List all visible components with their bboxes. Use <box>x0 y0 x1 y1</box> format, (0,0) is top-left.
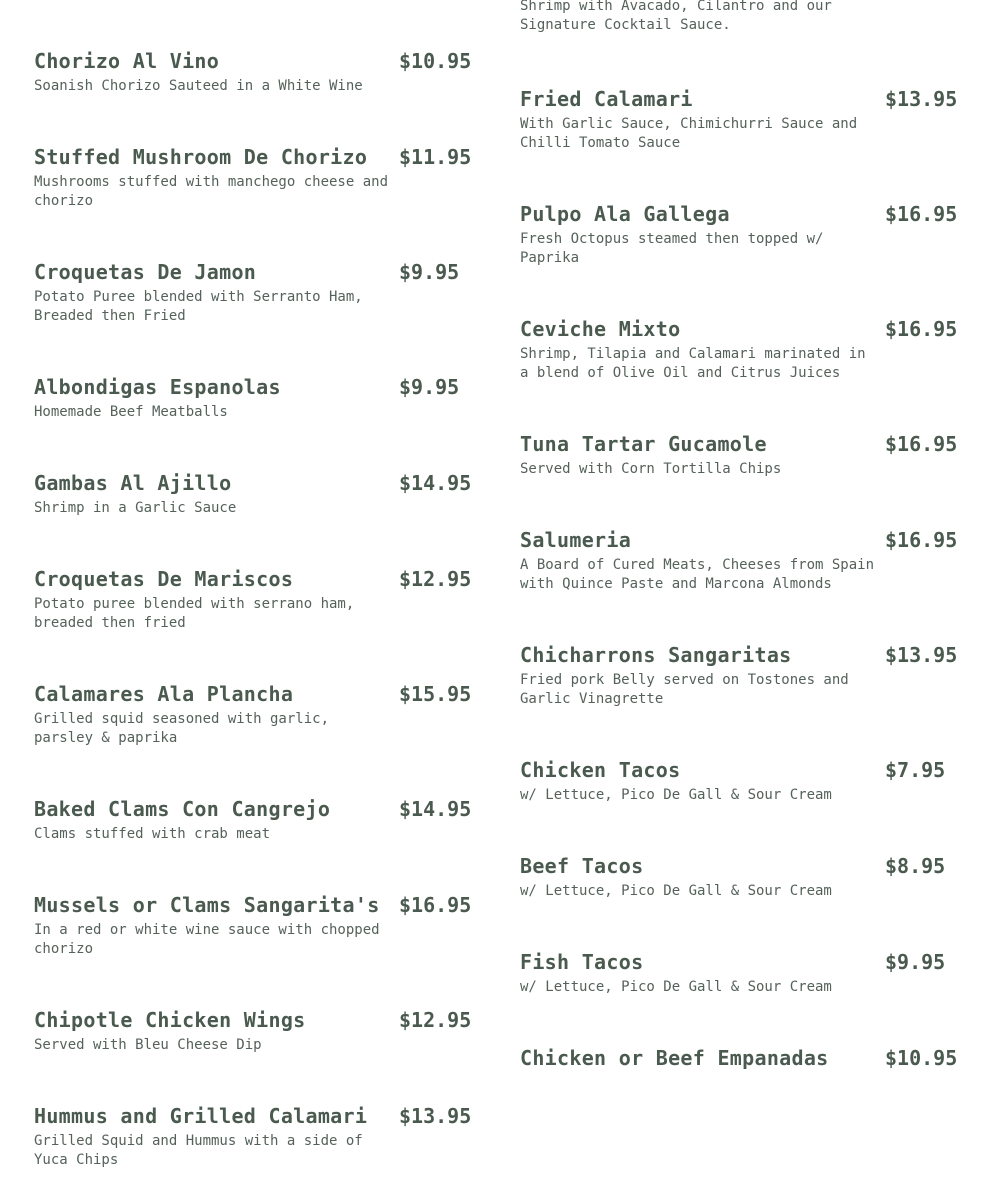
menu-item-header <box>520 528 960 554</box>
menu-item-header <box>520 1046 960 1072</box>
menu-item-price: $10.95 <box>399 49 472 73</box>
menu-item-price: $15.95 <box>399 682 472 706</box>
menu-item <box>34 260 474 326</box>
menu-item-price: $9.95 <box>885 950 946 974</box>
menu-item-description: Fried pork Belly served on Tostones and Garlic Vinagrette <box>520 672 849 707</box>
menu-item-price: $10.95 <box>885 1046 958 1070</box>
menu-item-header <box>520 758 960 784</box>
menu-item <box>520 950 960 997</box>
menu-item-price: $16.95 <box>885 317 958 341</box>
menu-item <box>520 317 960 383</box>
menu-item-description: Fresh Octopus steamed then topped w/ Paprika <box>520 231 824 266</box>
menu-item-header <box>34 471 474 497</box>
menu-item-header <box>520 87 960 113</box>
menu-item-description: Mushrooms stuffed with manchego cheese and chorizo <box>34 174 389 209</box>
menu-item-description: In a red or white wine sauce with chopped chorizo <box>34 922 380 957</box>
menu-item-price: $11.95 <box>399 145 472 169</box>
menu-item-price: $14.95 <box>399 797 472 821</box>
menu-item-header <box>520 950 960 976</box>
menu-item-description: Grilled squid seasoned with garlic, parsley & paprika <box>34 711 330 746</box>
menu-item-name: Chorizo Al Vino <box>34 49 220 73</box>
menu-item-description: w/ Lettuce, Pico De Gall & Sour Cream <box>520 787 832 803</box>
menu-item-header <box>520 854 960 880</box>
menu-item <box>520 643 960 709</box>
menu-item-header <box>520 643 960 669</box>
menu-item-description: With Garlic Sauce, Chimichurri Sauce and Chilli Tomato Sauce <box>520 116 858 151</box>
menu-item-price: $16.95 <box>885 528 958 552</box>
menu-item-name: Tuna Tartar Gucamole <box>520 432 767 456</box>
menu-item-price: $13.95 <box>885 87 958 111</box>
menu-item-header <box>34 893 474 919</box>
menu-item-description: Shrimp, Tilapia and Calamari marinated in a blend of Olive Oil and Citrus Juices <box>520 346 866 381</box>
menu-item <box>520 1046 960 1072</box>
menu-item <box>34 797 474 844</box>
menu-item <box>520 528 960 594</box>
menu-item-name: Albondigas Espanolas <box>34 375 281 399</box>
menu-item <box>34 682 474 748</box>
menu-item-description: Soanish Chorizo Sauteed in a White Wine <box>34 78 363 94</box>
menu-item <box>34 567 474 633</box>
menu-item <box>520 202 960 268</box>
menu-item-name: Mussels or Clams Sangarita's <box>34 893 380 917</box>
menu-item-header <box>34 49 474 75</box>
menu-item <box>34 1104 474 1170</box>
menu-item-name: Ceviche Mixto <box>520 317 681 341</box>
menu-item-price: $16.95 <box>885 432 958 456</box>
menu-item <box>34 1008 474 1055</box>
menu-item <box>34 893 474 959</box>
menu-item <box>34 471 474 518</box>
menu-item-name: Fish Tacos <box>520 950 644 974</box>
menu-item-header <box>34 797 474 823</box>
menu-item-name: Fried Calamari <box>520 87 693 111</box>
menu-item-description: Served with Corn Tortilla Chips <box>520 461 782 477</box>
menu-item <box>520 758 960 805</box>
menu-item-description: w/ Lettuce, Pico De Gall & Sour Cream <box>520 979 832 995</box>
menu-item-name: Croquetas De Mariscos <box>34 567 294 591</box>
menu-item-name: Pulpo Ala Gallega <box>520 202 730 226</box>
menu-item-description: Served with Bleu Cheese Dip <box>34 1037 262 1053</box>
menu-item-header <box>520 317 960 343</box>
menu-item-description: Shrimp in a Garlic Sauce <box>34 500 237 516</box>
menu-item-description: A Board of Cured Meats, Cheeses from Spain with Quince Paste and Marcona Almonds <box>520 557 875 592</box>
menu-item-description: Clams stuffed with crab meat <box>34 826 271 842</box>
menu-item-price: $12.95 <box>399 1008 472 1032</box>
menu-item <box>520 432 960 479</box>
menu-item-name: Croquetas De Jamon <box>34 260 257 284</box>
menu-item-header <box>520 202 960 228</box>
menu-item-description: Homemade Beef Meatballs <box>34 404 228 420</box>
menu-item <box>34 145 474 211</box>
menu-item <box>34 375 474 422</box>
menu-item-name: Hummus and Grilled Calamari <box>34 1104 368 1128</box>
menu-item <box>520 854 960 901</box>
menu-item-description-continued: Shrimp with Avacado, Cilantro and our Signature Cocktail Sauce. <box>520 0 832 33</box>
menu-item-name: Salumeria <box>520 528 632 552</box>
menu-item-description: Potato puree blended with serrano ham, breaded then fried <box>34 596 355 631</box>
menu-item-price: $13.95 <box>399 1104 472 1128</box>
menu-item-header <box>34 567 474 593</box>
menu-item-price: $9.95 <box>399 375 460 399</box>
menu-item-header <box>34 145 474 171</box>
menu-item-header <box>520 432 960 458</box>
menu-item-name: Stuffed Mushroom De Chorizo <box>34 145 368 169</box>
menu-item-header <box>34 682 474 708</box>
menu-item-name: Calamares Ala Plancha <box>34 682 294 706</box>
menu-item-name: Chicken or Beef Empanadas <box>520 1046 829 1070</box>
menu-item-header <box>34 1104 474 1130</box>
menu-item-header <box>34 1008 474 1034</box>
menu-item-price: $16.95 <box>885 202 958 226</box>
menu-item-name: Baked Clams Con Cangrejo <box>34 797 331 821</box>
menu-item <box>34 49 474 96</box>
menu-item-name: Chipotle Chicken Wings <box>34 1008 306 1032</box>
menu-item-header <box>34 260 474 286</box>
menu-item-name: Chicken Tacos <box>520 758 681 782</box>
menu-item-price: $13.95 <box>885 643 958 667</box>
menu-item-description: Grilled Squid and Hummus with a side of Yuca Chips <box>34 1133 363 1168</box>
menu-item-price: $8.95 <box>885 854 946 878</box>
menu-item-name: Chicharrons Sangaritas <box>520 643 792 667</box>
menu-item-description: Potato Puree blended with Serranto Ham, Breaded then Fried <box>34 289 363 324</box>
menu-item-name: Gambas Al Ajillo <box>34 471 232 495</box>
menu-item-price: $12.95 <box>399 567 472 591</box>
menu-item-name: Beef Tacos <box>520 854 644 878</box>
menu-item <box>520 87 960 153</box>
menu-item-price: $7.95 <box>885 758 946 782</box>
menu-item-price: $9.95 <box>399 260 460 284</box>
menu-item-price: $14.95 <box>399 471 472 495</box>
menu-item-price: $16.95 <box>399 893 472 917</box>
menu-item-header <box>34 375 474 401</box>
menu-item-description: w/ Lettuce, Pico De Gall & Sour Cream <box>520 883 832 899</box>
